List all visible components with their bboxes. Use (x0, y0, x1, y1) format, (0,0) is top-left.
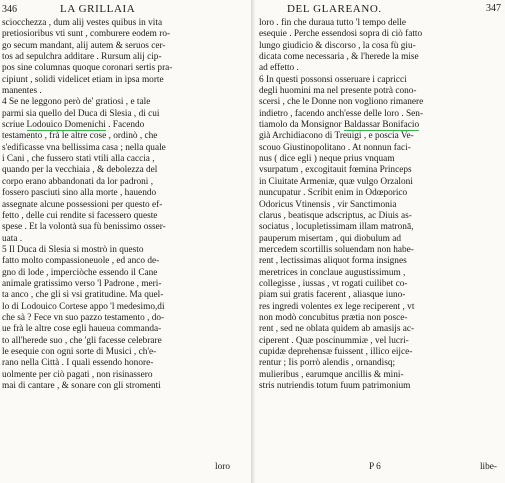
right-text-line: Odoricus Vtinensis , vir Sanctimonia (259, 199, 397, 210)
left-text-line: cipiunt , solidi videlicet etiam in ipsa morte (2, 74, 164, 85)
right-text-line: stris nutriendis totum fuum patrimonium (259, 381, 411, 391)
right-text-line: scersi , che le Donne non vogliono rimanere (259, 97, 424, 108)
left-text-line: scriue Lodouico Domenichi . Facendo (2, 120, 145, 131)
right-text-line: clarus , beatisque adscriptus, ac Diuis as- (259, 210, 412, 221)
left-page-number: 346 (2, 4, 17, 15)
left-text-line: lo di Lodouico Cortese appo 'l medesimo,di (2, 301, 165, 312)
left-text-line: uolmente per ciò pagati , non risinassero (2, 369, 153, 380)
left-text-line: parmi sia quello del Duca di Slesia , di cui (2, 108, 160, 119)
left-text-line: ue frà le altre cose egli haueua commanda- (2, 324, 162, 335)
left-text-line: animale gratissimo verso 'l Padrone , meri- (2, 278, 162, 289)
left-text-line: manentes . (2, 86, 42, 97)
left-text-line: testamento , frà le altre cose , ordinò , che (2, 131, 158, 142)
left-page (2, 0, 250, 483)
right-text-line: lungo giudicio & discorso , la cosa fù giu- (259, 40, 416, 51)
left-text-line: uata . (2, 233, 23, 244)
right-text-line: nus ( dice egli ) neque prius vnquam (259, 154, 395, 165)
right-text-line: non modò concubitus prætia non posce- (259, 312, 408, 323)
left-text-line: corpo erano abbandonati da lor padroni , (2, 176, 154, 187)
right-text-line: collegisse , iussas , vt rogati cuilibet co- (259, 278, 408, 289)
left-text-line: fatto molto compassioneuole , ed anco de- (2, 256, 160, 267)
left-text-line: le esequie con ogni sorte di Musici , ch'e- (2, 346, 157, 357)
right-text-line: tiamolo da Monsignor Baldassar Bonifacio (259, 120, 420, 131)
left-text-line: pos sine columnas quoque coronari sertis pra- (2, 63, 173, 74)
left-text-line: che sà ? Fece vn suo pazzo testamento , do- (2, 312, 165, 323)
right-catchword: libe- (479, 462, 497, 472)
left-page-body (2, 18, 250, 392)
right-text-line: rent , sed ne oblata quidem ab amasijs ac- (259, 324, 415, 335)
right-text-line: ciperent . Quæ poscinummiæ , vel lucri- (259, 335, 409, 346)
right-text-line: in Ciuitate Armeniæ, quæ vulgo Orzaloni (259, 176, 413, 187)
right-highlighted-name: Baldassar Bonifacio (343, 120, 420, 131)
right-text-line: sociatus , locupletissimam illam matronā, (259, 222, 414, 233)
right-text-line: già Archidiacono di Treuigi , e poscia Ve- (259, 131, 414, 142)
right-page-number: 347 (486, 3, 501, 14)
right-text-line: loro . fin che duraua tutto 'l tempo delle (259, 18, 407, 28)
left-text-line: ta anco , che gli sì vsi gratitudine. Ma quel- (2, 290, 164, 301)
left-catchword: loro (215, 462, 230, 472)
left-highlighted-name: Lodouico Domenichi (26, 120, 106, 131)
right-running-title: DEL GLAREANO. (287, 3, 382, 15)
left-text-line: mai di cantare , & sonare con gli stromenti (2, 381, 161, 391)
left-running-title: LA GRILLAIA (60, 3, 136, 15)
right-text-line: piam sui gratis facerent , aliasque iuno- (259, 290, 406, 301)
right-text-line: rentur ; Iis porrò alendis , ornandisq; (259, 358, 396, 369)
left-text-line: gno di lode , imperciòche essendo il Cane (2, 267, 158, 278)
left-text-line: assegnate alcune possessioni per questo ef- (2, 199, 163, 210)
left-text-line: fossero pasciuti sino alla morte , hauendo (2, 188, 157, 199)
right-text-line: dicata come necessaria , & l'herede la mise (259, 52, 419, 63)
right-text-line: meretrices in conclaue augustissimum , (259, 267, 406, 278)
right-text-line: cupidæ deprehensæ fuissent , illico eijce- (259, 346, 413, 357)
left-text-line: i Cani , che fussero stati vtili alla caccia , (2, 154, 155, 165)
right-text-line: degli huomini ma nel presente potrà cono- (259, 86, 417, 97)
left-text-line: to all'herede suo , che 'gli facesse celebrare (2, 335, 162, 346)
left-running-head (2, 0, 250, 18)
left-text-line: s'edificasse vna bellissima casa ; nella quale (2, 142, 166, 153)
right-text-line: res ingredi volentes ex lege reciperent , vt (259, 301, 415, 312)
right-running-head (259, 0, 503, 18)
right-text-line: nuncupatur . Scribit enim in Odœporico (259, 188, 408, 199)
right-text-line: pauperum misertam , qui diobulum ad (259, 233, 402, 244)
left-text-line: fetto , delle cui rendite si facessero queste (2, 210, 158, 221)
right-text-line: 6 In questi possonsi osseruare i capricci (259, 74, 407, 85)
right-text-line: mulieribus , earumque ancillis & mini- (259, 369, 404, 380)
left-text-line: sciocchezza , dum alij vestes quibus in vita (2, 18, 163, 28)
right-text-line: rent , lectissimas aliquot forma insignes (259, 256, 407, 267)
left-text-line: go secum mandant, alij autem & seruos cer- (2, 40, 166, 51)
left-text-line: spese . Et la volontà sua fù benissimo osser- (2, 222, 166, 233)
right-signature-mark: P 6 (369, 462, 381, 472)
book-gutter (251, 0, 256, 483)
left-text-line: 4 Se ne leggono però de' gratiosi , e tale (2, 97, 151, 108)
left-text-line: tos ad sepulchra additare . Rursum alij cip- (2, 52, 162, 63)
right-text-line: mercedem scortillis soluendam non habe- (259, 244, 414, 255)
left-text-line: quando per la vecchiaia , & debolezza del (2, 165, 158, 176)
left-text-line: rano nella Città . I quali essendo honore- (2, 358, 154, 369)
right-page (259, 0, 503, 483)
left-text-line: pretiosioribus vti sunt , comburere eodem ro- (2, 29, 171, 40)
right-text-line: esequie . Perche essendosi sopra di ciò fatto (259, 29, 423, 40)
right-text-line: scouo Giustinopolitano . At nonnun faci- (259, 142, 411, 153)
right-text-line: vsurpatum , excogitauit fœmina Princeps (259, 165, 412, 176)
right-text-line: indietro , facendo anch'esse delle loro . Sen- (259, 108, 424, 119)
right-text-line: ad effetto . (259, 63, 299, 74)
right-page-body (259, 18, 503, 392)
left-text-line: 5 Il Duca di Slesia si mostrò in questo (2, 244, 144, 255)
